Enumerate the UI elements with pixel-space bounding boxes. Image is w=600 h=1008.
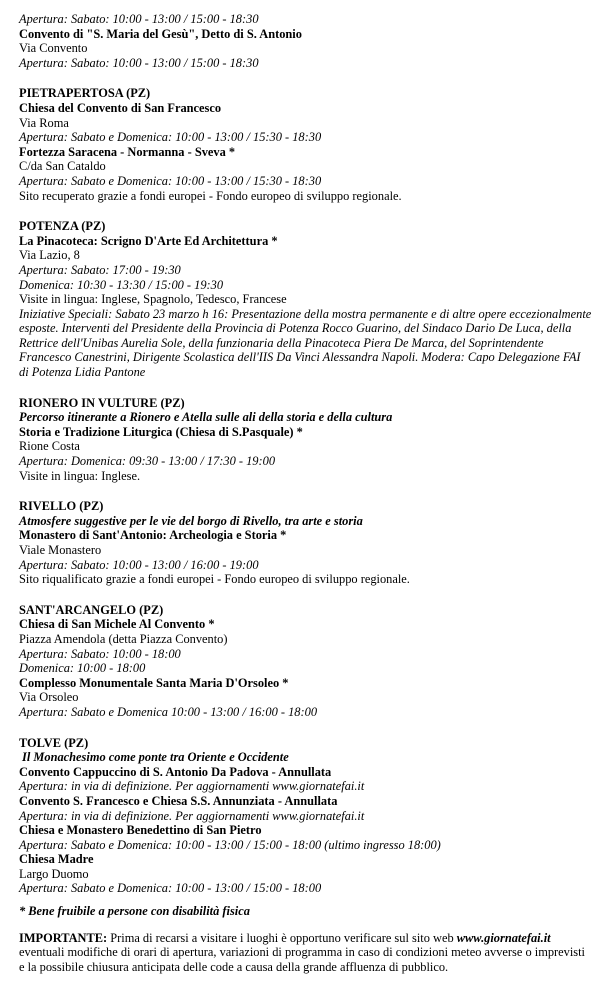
opening-hours: Apertura: Sabato e Domenica: 10:00 - 13:00 / 15:30 - 18:30 <box>19 173 322 188</box>
site-address: Via Orsoleo <box>19 690 79 705</box>
site-address: C/da San Cataldo <box>19 159 106 174</box>
opening-hours: Apertura: Sabato: 10:00 - 13:00 / 15:00 - 18:30 <box>19 12 259 26</box>
visit-languages: Visite in lingua: Inglese, Spagnolo, Tedesco, Francese <box>19 292 287 307</box>
site-name: Chiesa di San Michele Al Convento * <box>19 617 215 632</box>
section-potenza <box>19 219 592 380</box>
site-note: Sito recuperato grazie a fondi europei - Fondo europeo di sviluppo regionale. <box>19 188 402 203</box>
site-name: Monastero di Sant'Antonio: Archeologia e Storia * <box>19 528 287 543</box>
opening-hours: Apertura: Domenica: 09:30 - 13:00 / 17:30 - 19:00 <box>19 454 276 469</box>
opening-hours: Apertura: Sabato: 10:00 - 13:00 / 16:00 - 19:00 <box>19 557 259 572</box>
town-heading: POTENZA (PZ) <box>19 219 106 234</box>
site-name: Complesso Monumentale Santa Maria D'Orsoleo * <box>19 675 289 690</box>
opening-hours: Apertura: in via di definizione. Per aggiornamenti www.giornatefai.it <box>19 779 365 794</box>
event-tagline: Percorso itinerante a Rionero e Atella sulle ali della storia e della cultura <box>19 410 393 425</box>
site-name: Chiesa e Monastero Benedettino di San Pietro <box>19 823 262 838</box>
event-tagline: Il Monachesimo come ponte tra Oriente e Occidente <box>22 750 289 765</box>
site-address: Rione Costa <box>19 439 80 454</box>
visit-languages: Visite in lingua: Inglese. <box>19 468 141 483</box>
opening-hours: Apertura: Sabato e Domenica: 10:00 - 13:00 / 15:00 - 18:00 <box>19 881 322 896</box>
accessibility-note: * Bene fruibile a persone con disabilità fisica <box>19 904 250 919</box>
site-address: Piazza Amendola (detta Piazza Convento) <box>19 631 228 646</box>
important-text-continued: eventuali modifiche di orari di apertura, variazioni di programma in caso di condizioni meteo avverse o imprevisti e la possibile chiusura anticipata delle code a causa della grande affluenza di pubblico. <box>19 945 585 974</box>
event-tagline: Atmosfere suggestive per le vie del borgo di Rivello, tra arte e storia <box>19 513 363 528</box>
section-rionero <box>19 396 592 484</box>
town-heading: RIONERO IN VULTURE (PZ) <box>19 395 185 410</box>
opening-hours: Apertura: Sabato: 17:00 - 19:30 <box>19 262 181 277</box>
opening-hours: Apertura: in via di definizione. Per aggiornamenti www.giornatefai.it <box>19 808 365 823</box>
site-name: Chiesa Madre <box>19 852 94 867</box>
site-note: Sito riqualificato grazie a fondi europei - Fondo europeo di sviluppo regionale. <box>19 572 410 587</box>
site-name: Convento di "S. Maria del Gesù", Detto di S. Antonio <box>19 26 302 41</box>
important-notice <box>19 931 592 975</box>
opening-hours: Apertura: Sabato e Domenica 10:00 - 13:00 / 16:00 - 18:00 <box>19 704 318 719</box>
site-name: Chiesa del Convento di San Francesco <box>19 100 222 115</box>
site-name: Convento S. Francesco e Chiesa S.S. Annunziata - Annullata <box>19 793 338 808</box>
opening-hours: Apertura: Sabato e Domenica: 10:00 - 13:00 / 15:00 - 18:00 (ultimo ingresso 18:00) <box>19 837 441 852</box>
site-name: Storia e Tradizione Liturgica (Chiesa di S.Pasquale) * <box>19 424 303 439</box>
site-name: Convento Cappuccino di S. Antonio Da Padova - Annullata <box>19 764 332 779</box>
town-heading: SANT'ARCANGELO (PZ) <box>19 602 164 617</box>
section-santarcangelo <box>19 603 592 720</box>
section-pietrapertosa <box>19 86 592 203</box>
site-name: Fortezza Saracena - Normanna - Sveva * <box>19 144 236 159</box>
site-address: Largo Duomo <box>19 866 89 881</box>
opening-hours: Apertura: Sabato: 10:00 - 13:00 / 15:00 - 18:30 <box>19 55 259 70</box>
section-rivello <box>19 499 592 587</box>
important-text: Prima di recarsi a visitare i luoghi è opportuno verificare sul sito web <box>107 930 457 945</box>
town-heading: RIVELLO (PZ) <box>19 499 104 514</box>
town-heading: PIETRAPERTOSA (PZ) <box>19 86 151 101</box>
special-initiatives: Iniziative Speciali: Sabato 23 marzo h 16: Presentazione della mostra permanente e di altre opere eccezionalmente esposte. Interventi del Presidente della Provincia di Potenza Rocco Guarino, del Sindaco Dario De Luca, della Rettrice dell'Unibas Aurelia Sole, della funzionaria della Pinacoteca Piera De Marca, del Soprintendente Francesco Canestrini, Dirigente Scolastica dell'IIS Da Vinci Alessandra Napoli. Modera: Capo Delegazione FAI di Potenza Lidia Pantone <box>19 306 592 380</box>
opening-hours: Apertura: Sabato: 10:00 - 18:00 <box>19 646 181 661</box>
site-address: Via Lazio, 8 <box>19 248 80 263</box>
website-link[interactable]: www.giornatefai.it <box>456 930 551 945</box>
important-label: IMPORTANTE: <box>19 930 108 945</box>
opening-hours: Domenica: 10:30 - 13:30 / 15:00 - 19:30 <box>19 277 224 292</box>
site-address: Viale Monastero <box>19 543 102 557</box>
site-name: La Pinacoteca: Scrigno D'Arte Ed Architettura * <box>19 233 278 248</box>
town-heading: TOLVE (PZ) <box>19 735 89 750</box>
section-tolve <box>19 736 592 897</box>
opening-hours: Apertura: Sabato e Domenica: 10:00 - 13:00 / 15:30 - 18:30 <box>19 130 322 145</box>
opening-hours: Domenica: 10:00 - 18:00 <box>19 661 146 676</box>
site-address: Via Convento <box>19 41 88 56</box>
site-address: Via Roma <box>19 115 69 130</box>
